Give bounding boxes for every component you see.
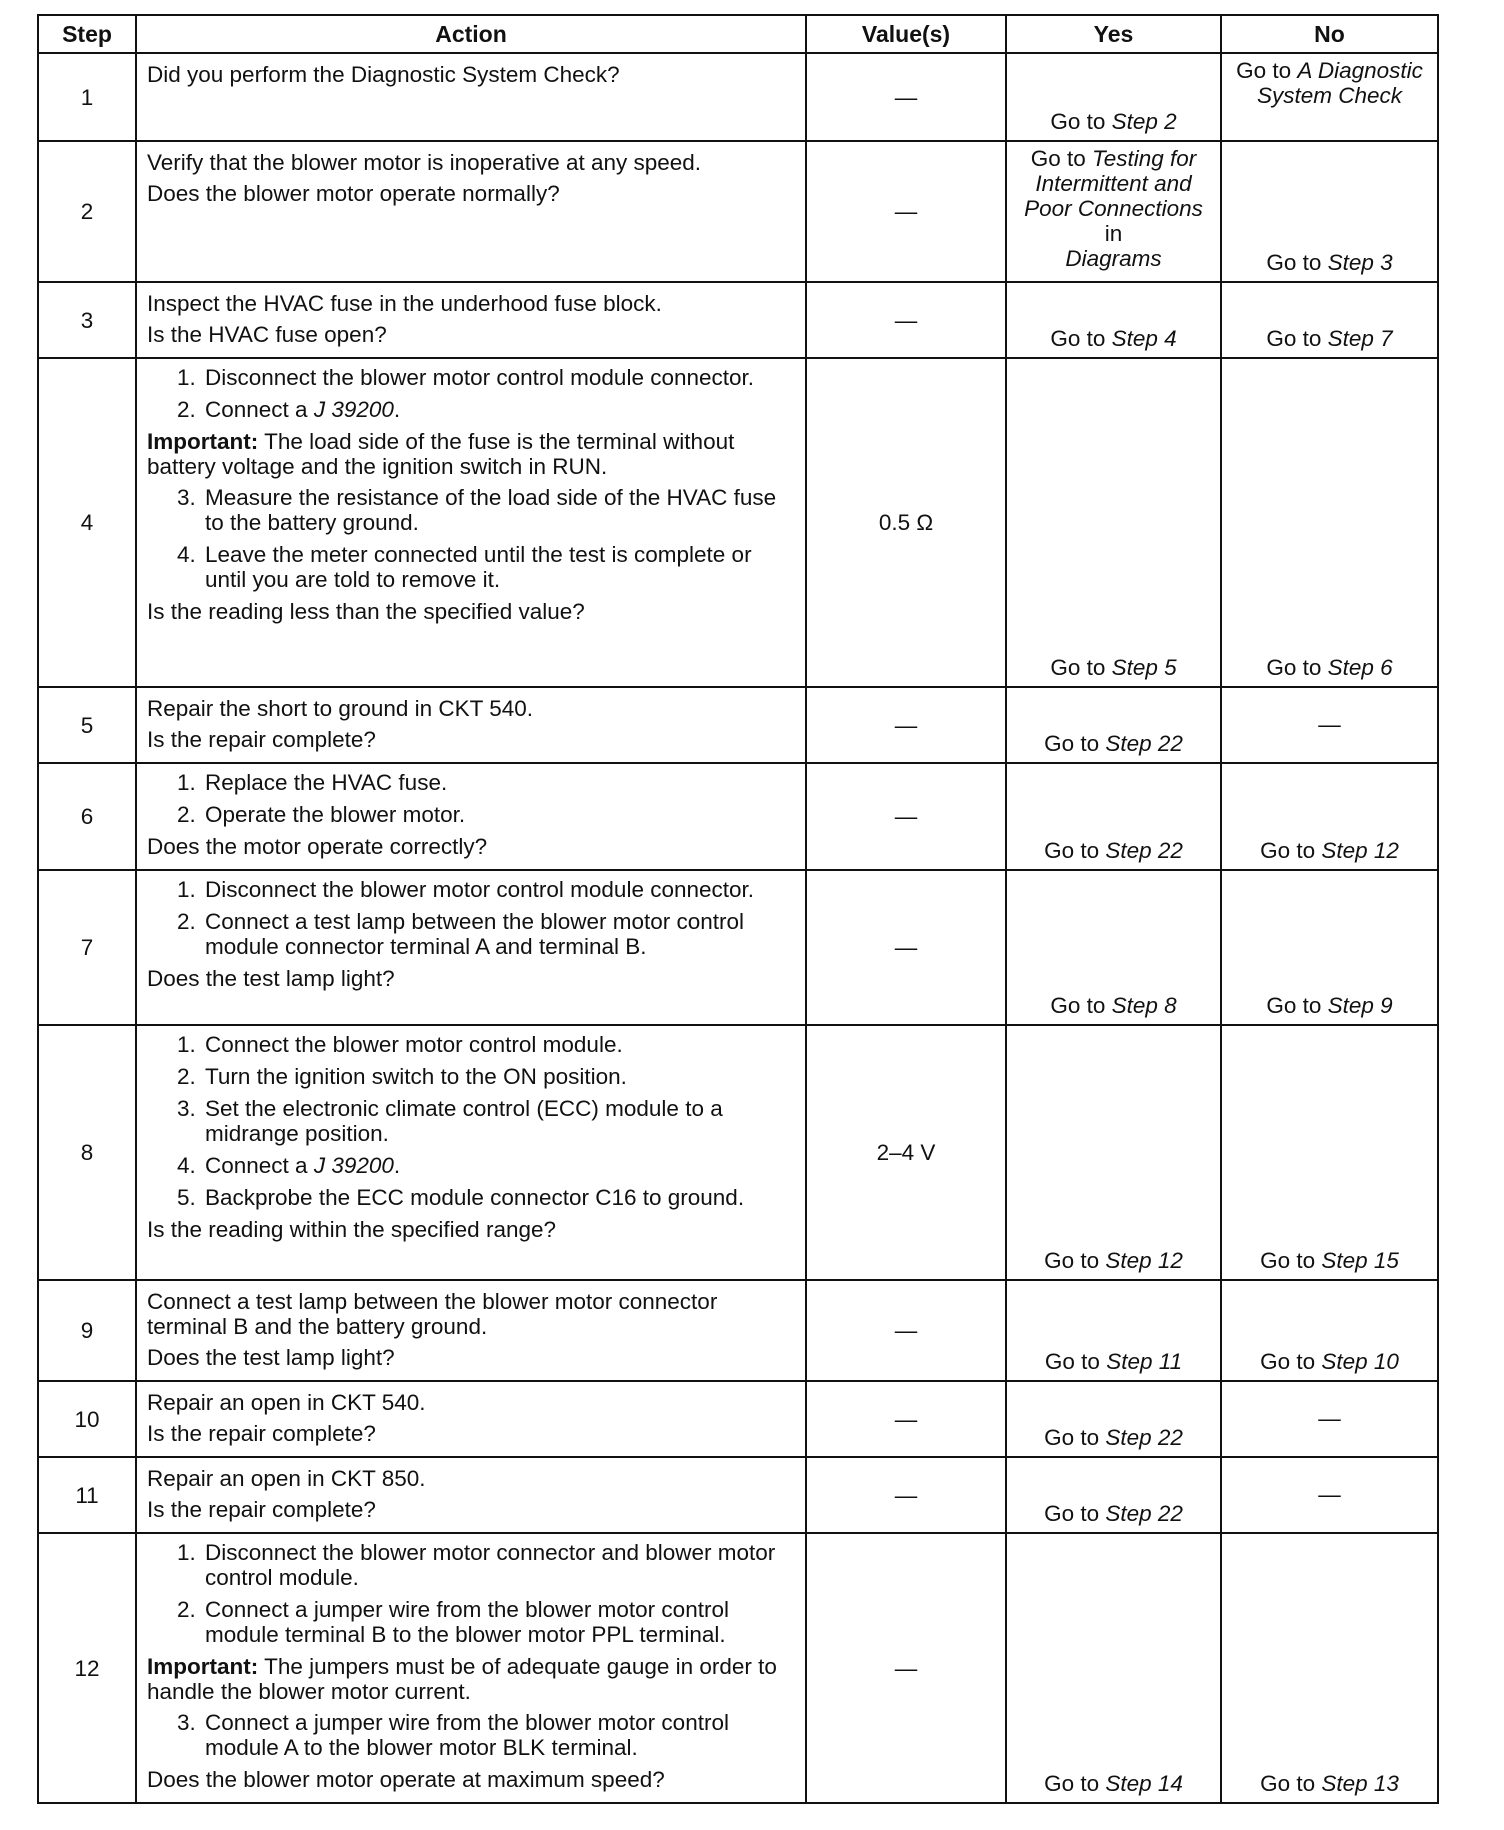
action-question: Is the reading less than the specified value? <box>147 599 585 624</box>
action-cell <box>136 687 806 763</box>
yes-prefix: Go to <box>1044 1425 1106 1450</box>
action-step: 2. Connect a test lamp between the blower motor control module connector terminal A and terminal B. <box>202 909 795 959</box>
table-row <box>38 1381 1438 1457</box>
step-number: 6 <box>38 763 136 870</box>
table-row <box>38 1280 1438 1381</box>
yes-link[interactable]: Step 8 <box>1111 993 1177 1018</box>
yes-cell <box>1006 141 1221 282</box>
action-cell <box>136 1280 806 1381</box>
step-number: 2 <box>38 141 136 282</box>
value-cell: — <box>806 1381 1006 1457</box>
header-action: Action <box>136 15 806 53</box>
yes-cell <box>1006 1457 1221 1533</box>
action-cell <box>136 1457 806 1533</box>
action-steps <box>147 365 795 422</box>
header-no: No <box>1221 15 1438 53</box>
no-link[interactable]: Step 10 <box>1321 1349 1399 1374</box>
yes-link[interactable]: Step 22 <box>1105 1425 1183 1450</box>
yes-prefix: Go to <box>1044 1248 1106 1273</box>
action-question: Is the repair complete? <box>147 727 376 752</box>
no-cell: — <box>1221 687 1438 763</box>
yes-prefix: Go to <box>1030 146 1093 171</box>
yes-link-2[interactable]: Diagrams <box>1065 246 1162 271</box>
action-step: 3. Set the electronic climate control (ECC) module to a midrange position. <box>202 1096 795 1146</box>
yes-cell <box>1006 1533 1221 1803</box>
no-prefix: Go to <box>1266 250 1328 275</box>
yes-prefix: Go to <box>1044 838 1106 863</box>
yes-prefix: Go to <box>1044 1771 1106 1796</box>
header-yes: Yes <box>1006 15 1221 53</box>
no-cell <box>1221 1025 1438 1280</box>
action-step: 2. Turn the ignition switch to the ON position. <box>202 1064 795 1089</box>
step-number: 4 <box>38 358 136 687</box>
no-cell <box>1221 53 1438 141</box>
value-cell: — <box>806 687 1006 763</box>
action-question: Does the blower motor operate at maximum speed? <box>147 1767 665 1792</box>
value-cell: — <box>806 763 1006 870</box>
yes-link[interactable]: Step 12 <box>1105 1248 1183 1273</box>
no-prefix: Go to <box>1260 1771 1322 1796</box>
yes-suffix: in <box>1104 221 1123 246</box>
action-steps <box>147 1540 795 1647</box>
action-text: Inspect the HVAC fuse in the underhood fuse block. <box>147 291 662 316</box>
table-row <box>38 358 1438 687</box>
action-steps <box>147 1032 795 1210</box>
yes-prefix: Go to <box>1050 109 1112 134</box>
value-cell: — <box>806 1457 1006 1533</box>
yes-link[interactable]: Step 14 <box>1105 1771 1183 1796</box>
action-question: Is the repair complete? <box>147 1421 376 1446</box>
no-cell <box>1221 141 1438 282</box>
yes-link[interactable]: Step 11 <box>1106 1349 1183 1374</box>
value-cell: — <box>806 282 1006 358</box>
yes-link[interactable]: Step 22 <box>1105 1501 1183 1526</box>
table-row <box>38 1457 1438 1533</box>
value-cell: — <box>806 1280 1006 1381</box>
yes-cell <box>1006 358 1221 687</box>
action-step: 5. Backprobe the ECC module connector C16 to ground. <box>202 1185 795 1210</box>
action-cell <box>136 763 806 870</box>
yes-cell <box>1006 1025 1221 1280</box>
action-cell <box>136 1025 806 1280</box>
header-values: Value(s) <box>806 15 1006 53</box>
yes-cell <box>1006 763 1221 870</box>
no-cell <box>1221 763 1438 870</box>
action-cell <box>136 870 806 1025</box>
no-prefix: Go to <box>1260 838 1322 863</box>
yes-link[interactable]: Step 4 <box>1111 326 1177 351</box>
step-number: 12 <box>38 1533 136 1803</box>
no-prefix: Go to <box>1266 655 1328 680</box>
action-steps <box>147 1710 795 1760</box>
table-row <box>38 1025 1438 1280</box>
yes-link[interactable]: Step 5 <box>1111 655 1177 680</box>
header-row <box>38 15 1438 53</box>
table-row <box>38 870 1438 1025</box>
action-text: Verify that the blower motor is inoperative at any speed. <box>147 150 702 175</box>
action-text: Did you perform the Diagnostic System Check? <box>147 62 620 87</box>
table-row <box>38 53 1438 141</box>
step-number: 9 <box>38 1280 136 1381</box>
step-number: 5 <box>38 687 136 763</box>
action-cell <box>136 141 806 282</box>
action-step: 2. Connect a jumper wire from the blower motor control module terminal B to the blower motor PPL terminal. <box>202 1597 795 1647</box>
table-row <box>38 141 1438 282</box>
value-cell: — <box>806 870 1006 1025</box>
action-step: 2. Connect a J 39200. <box>202 397 795 422</box>
table-row <box>38 1533 1438 1803</box>
action-step: 1. Connect the blower motor control module. <box>202 1032 795 1057</box>
action-question: Does the test lamp light? <box>147 1345 395 1370</box>
no-cell <box>1221 870 1438 1025</box>
action-text: Repair an open in CKT 850. <box>147 1466 426 1491</box>
yes-link[interactable]: Step 2 <box>1111 109 1177 134</box>
step-number: 3 <box>38 282 136 358</box>
action-cell <box>136 1381 806 1457</box>
no-link[interactable]: A Diagnostic System Check <box>1256 58 1423 108</box>
action-step: 3. Connect a jumper wire from the blower motor control module A to the blower motor BLK terminal. <box>202 1710 795 1760</box>
no-cell: — <box>1221 1381 1438 1457</box>
no-cell <box>1221 1533 1438 1803</box>
action-step: 1. Replace the HVAC fuse. <box>202 770 795 795</box>
yes-cell <box>1006 1280 1221 1381</box>
yes-link[interactable]: Step 22 <box>1105 731 1183 756</box>
action-question: Is the reading within the specified range? <box>147 1217 557 1242</box>
yes-prefix: Go to <box>1050 655 1112 680</box>
action-question: Is the repair complete? <box>147 1497 376 1522</box>
step-number: 1 <box>38 53 136 141</box>
no-prefix: Go to <box>1236 58 1298 83</box>
action-cell <box>136 358 806 687</box>
action-text: Repair an open in CKT 540. <box>147 1390 426 1415</box>
no-prefix: Go to <box>1260 1349 1322 1374</box>
no-prefix: Go to <box>1266 993 1328 1018</box>
no-link[interactable]: Step 12 <box>1321 838 1399 863</box>
yes-link[interactable]: Step 22 <box>1105 838 1183 863</box>
action-step: 1. Disconnect the blower motor control module connector. <box>202 877 795 902</box>
yes-cell <box>1006 1381 1221 1457</box>
no-cell <box>1221 282 1438 358</box>
action-cell <box>136 53 806 141</box>
action-step: 4. Connect a J 39200. <box>202 1153 795 1178</box>
yes-cell <box>1006 53 1221 141</box>
no-link[interactable]: Step 13 <box>1321 1771 1399 1796</box>
action-text: Repair the short to ground in CKT 540. <box>147 696 534 721</box>
no-link[interactable]: Step 15 <box>1321 1248 1399 1273</box>
step-number: 7 <box>38 870 136 1025</box>
action-question: Is the HVAC fuse open? <box>147 322 387 347</box>
yes-cell <box>1006 870 1221 1025</box>
value-cell: 0.5 Ω <box>806 358 1006 687</box>
action-text: Connect a test lamp between the blower motor connector terminal B and the battery ground. <box>147 1289 718 1339</box>
no-prefix: Go to <box>1260 1248 1322 1273</box>
yes-prefix: Go to <box>1050 993 1112 1018</box>
yes-prefix: Go to <box>1044 1501 1106 1526</box>
no-cell: — <box>1221 1457 1438 1533</box>
action-steps <box>147 485 795 592</box>
step-number: 8 <box>38 1025 136 1280</box>
step-number: 11 <box>38 1457 136 1533</box>
action-step: 4. Leave the meter connected until the test is complete or until you are told to remove it. <box>202 542 795 592</box>
action-step: 1. Disconnect the blower motor control module connector. <box>202 365 795 390</box>
no-link[interactable]: Step 3 <box>1327 250 1393 275</box>
yes-link[interactable]: Testing for Intermittent and Poor Connections <box>1024 146 1203 221</box>
yes-cell <box>1006 687 1221 763</box>
step-number: 10 <box>38 1381 136 1457</box>
no-cell <box>1221 358 1438 687</box>
table-row <box>38 687 1438 763</box>
action-question: Does the blower motor operate normally? <box>147 181 560 206</box>
value-cell: — <box>806 53 1006 141</box>
no-link[interactable]: Step 9 <box>1327 993 1393 1018</box>
value-cell: — <box>806 141 1006 282</box>
action-step: 2. Operate the blower motor. <box>202 802 795 827</box>
action-question: Does the motor operate correctly? <box>147 834 488 859</box>
action-steps <box>147 877 795 959</box>
action-steps <box>147 770 795 827</box>
action-question: Does the test lamp light? <box>147 966 395 991</box>
action-step: 3. Measure the resistance of the load side of the HVAC fuse to the battery ground. <box>202 485 795 535</box>
important-note: Important: The jumpers must be of adequate gauge in order to handle the blower motor current. <box>147 1654 777 1704</box>
table-row <box>38 763 1438 870</box>
no-link[interactable]: Step 6 <box>1327 655 1393 680</box>
diagnostic-table <box>37 14 1439 1804</box>
action-cell <box>136 1533 806 1803</box>
action-cell <box>136 282 806 358</box>
yes-cell <box>1006 282 1221 358</box>
value-cell: 2–4 V <box>806 1025 1006 1280</box>
no-prefix: Go to <box>1266 326 1328 351</box>
yes-prefix: Go to <box>1050 326 1112 351</box>
yes-prefix: Go to <box>1044 731 1106 756</box>
action-step: 1. Disconnect the blower motor connector and blower motor control module. <box>202 1540 795 1590</box>
header-step: Step <box>38 15 136 53</box>
no-link[interactable]: Step 7 <box>1327 326 1393 351</box>
no-cell <box>1221 1280 1438 1381</box>
important-note: Important: The load side of the fuse is the terminal without battery voltage and the ignition switch in RUN. <box>147 429 735 479</box>
table-row <box>38 282 1438 358</box>
value-cell: — <box>806 1533 1006 1803</box>
yes-prefix: Go to <box>1044 1349 1107 1374</box>
